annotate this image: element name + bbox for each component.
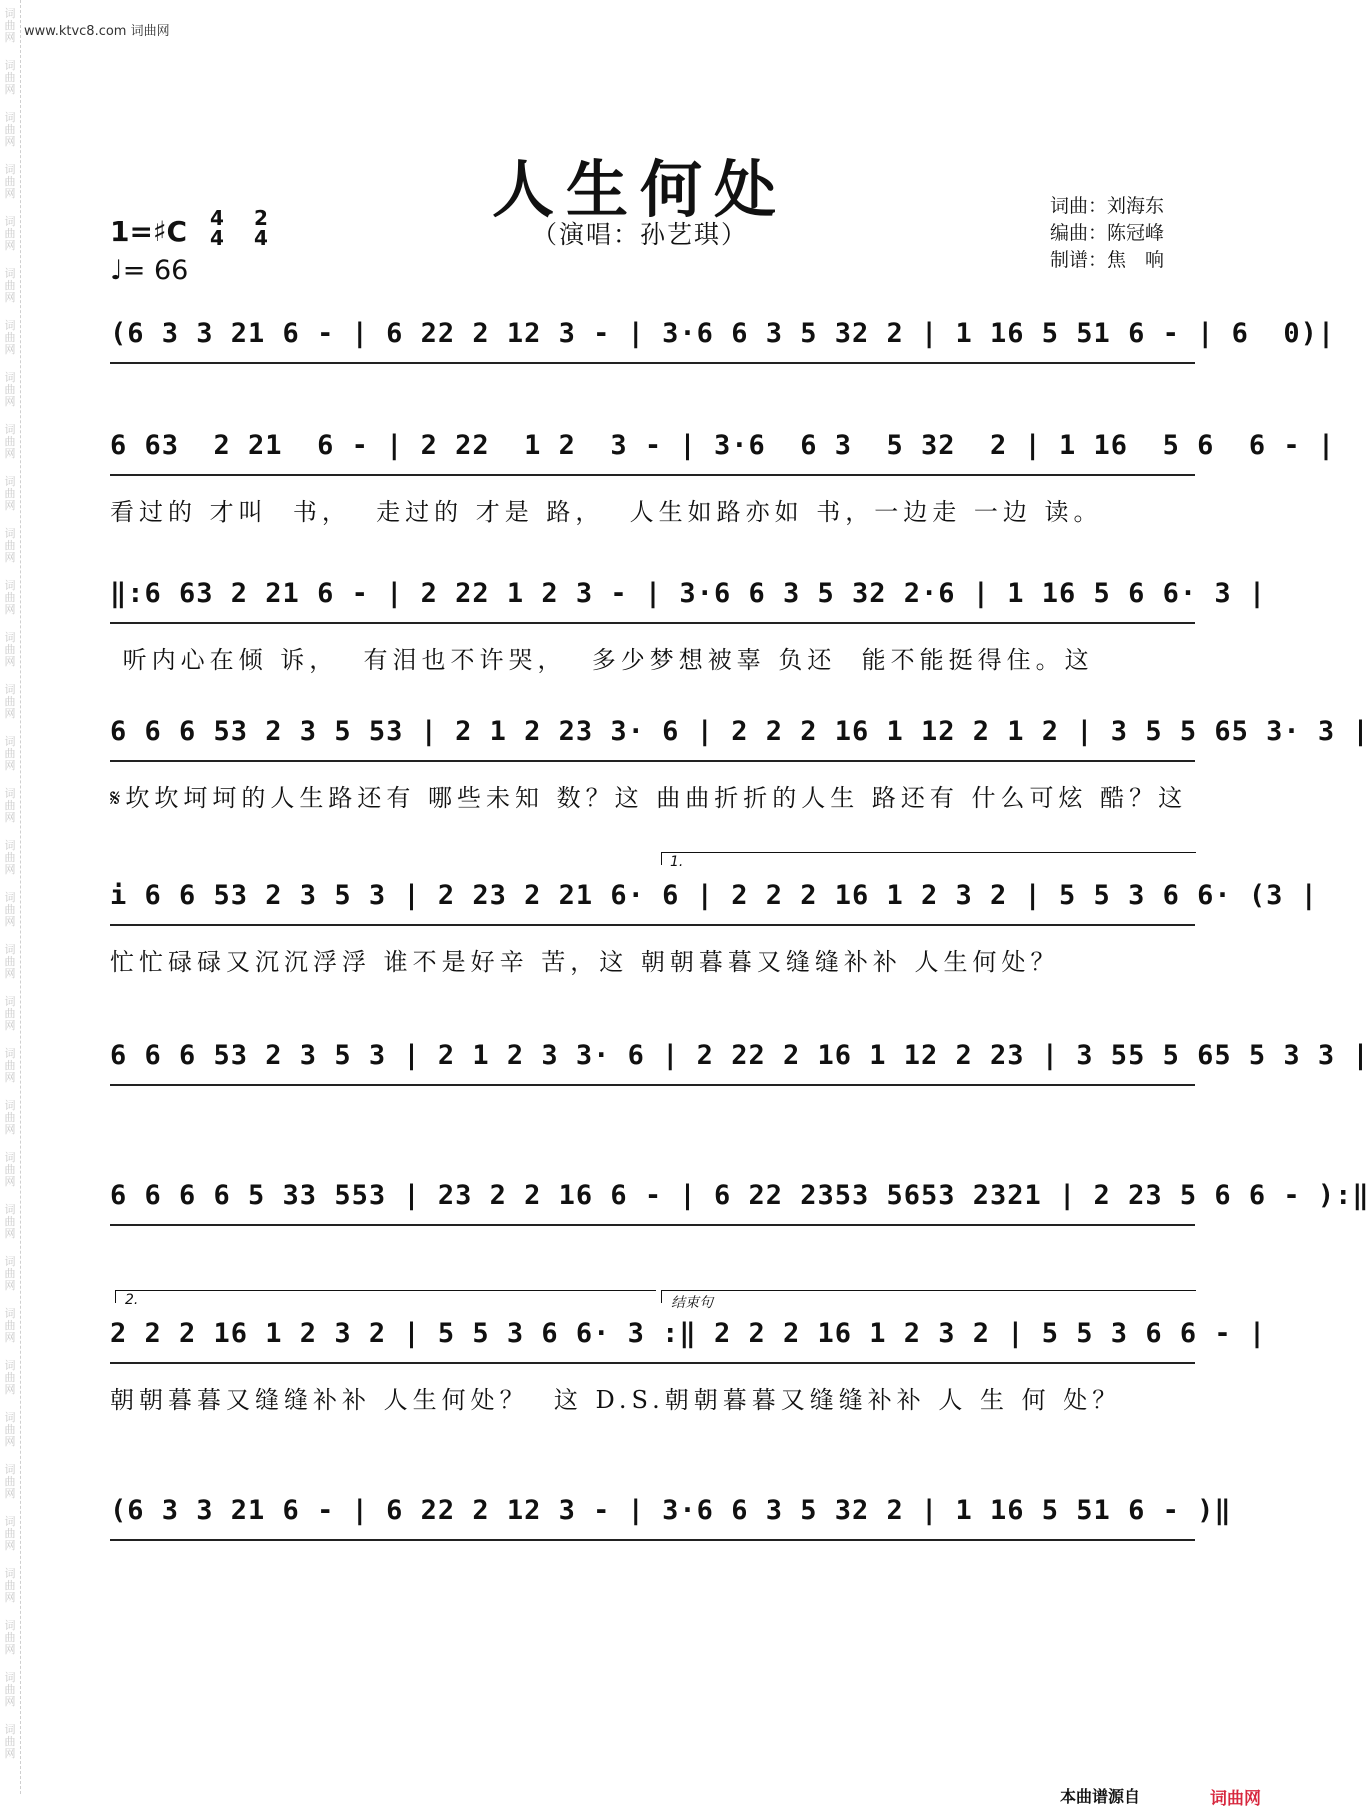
volta-label-1: 1. [670,854,684,870]
score-row [95,430,1336,560]
watermark-text: 词曲网 [4,423,16,460]
score-row [95,1040,1370,1170]
lyrics-line: 朝朝暮暮又缝缝补补 人生何处？ 这 D.S.朝朝暮暮又缝缝补补 人 生 何 处？ [110,1386,1122,1414]
watermark-text: 词曲网 [4,683,16,720]
time-signature-4-4 [210,208,224,248]
time-sig-top: 4 [210,206,224,230]
watermark-text: 词曲网 [4,1671,16,1708]
notation-line: ‖:6 63 2 21 6 - | 2 22 1 2 3 - | 3·6 6 3 5 32 2·6 | 1 16 5 6 6· 3 | [110,578,1195,624]
volta-label-2: 2. [125,1292,139,1308]
key-signature: 1=♯C [110,215,188,248]
watermark-text: 词曲网 [4,371,16,408]
notation-line: 6 6 6 53 2 3 5 3 | 2 1 2 3 3· 6 | 2 22 2 16 1 12 2 23 | 3 55 5 65 5 3 3 | [110,1040,1195,1086]
notation-line: 6 6 6 53 2 3 5 53 | 2 1 2 23 3· 6 | 2 2 2 16 1 12 2 1 2 | 3 5 5 65 3· 3 | [110,716,1195,762]
watermark-text: 词曲网 [4,1047,16,1084]
notation-line: i 6 6 53 2 3 5 3 | 2 23 2 21 6· 6 | 2 2 2 16 1 2 3 2 | 5 5 3 6 6· (3 | [110,880,1195,926]
watermark-text: 词曲网 [4,631,16,668]
watermark-text: 词曲网 [4,995,16,1032]
score-row [95,716,1370,846]
watermark-text: 词曲网 [4,1567,16,1604]
lyrics-line: 看过的 才叫 书， 走过的 才是 路， 人生如路亦如 书，一边走 一边 读。 [110,498,1103,526]
notation-line: 2 2 2 16 1 2 3 2 | 5 5 3 6 6· 3 :‖ 2 2 2 16 1 2 3 2 | 5 5 3 6 6 - | [110,1318,1195,1364]
time-sig-top: 2 [254,206,268,230]
watermark-text: 词曲网 [4,215,16,252]
watermark-text: 词曲网 [4,943,16,980]
notation-line: 6 63 2 21 6 - | 2 22 1 2 3 - | 3·6 6 3 5 32 2 | 1 16 5 6 6 - | [110,430,1195,476]
watermark-text: 词曲网 [4,111,16,148]
time-sig-bottom: 4 [254,226,268,250]
watermark-text: 词曲网 [4,7,16,44]
watermark-text: 词曲网 [4,475,16,512]
watermark-text: 词曲网 [4,787,16,824]
watermark-text: 词曲网 [4,1151,16,1188]
source-logo[interactable]: 词曲网 [1210,1789,1261,1809]
score-row [95,578,1267,708]
watermark-text: 词曲网 [4,1411,16,1448]
watermark-text: 词曲网 [4,267,16,304]
credit-transcriber: 制谱：焦 响 [1050,249,1165,271]
watermark-text: 词曲网 [4,891,16,928]
watermark-text: 词曲网 [4,319,16,356]
watermark-text: 词曲网 [4,1463,16,1500]
site-url[interactable]: www.ktvc8.com 词曲网 [24,24,170,39]
watermark-text: 词曲网 [4,1515,16,1552]
side-watermark [0,0,21,1794]
watermark-text: 词曲网 [4,527,16,564]
watermark-text: 词曲网 [4,1359,16,1396]
watermark-text: 词曲网 [4,163,16,200]
notation-line: 6 6 6 6 5 33 553 | 23 2 2 16 6 - | 6 22 2353 5653 2321 | 2 23 5 6 6 - ):‖ [110,1180,1195,1226]
watermark-text: 词曲网 [4,59,16,96]
watermark-text: 词曲网 [4,1723,16,1760]
time-sig-bottom: 4 [210,226,224,250]
score-row [95,854,1318,1010]
volta-bracket-1 [661,852,1196,865]
watermark-text: 词曲网 [4,1255,16,1292]
watermark-text: 词曲网 [4,579,16,616]
ending-bracket [661,1290,1196,1303]
watermark-text: 词曲网 [4,735,16,772]
tempo-marking: ♩= 66 [110,255,189,286]
lyrics-line: 听内心在倾 诉， 有泪也不许哭， 多少梦想被辜 负还 能不能挺得住。这 [110,646,1094,674]
watermark-text: 词曲网 [4,1307,16,1344]
watermark-text: 词曲网 [4,839,16,876]
watermark-text: 词曲网 [4,1099,16,1136]
watermark-text: 词曲网 [4,1203,16,1240]
time-signature-2-4 [254,208,268,248]
notation-line: (6 3 3 21 6 - | 6 22 2 12 3 - | 3·6 6 3 5 32 2 | 1 16 5 51 6 - | 6 0)| [110,318,1195,364]
watermark-text: 词曲网 [4,1619,16,1656]
score-row [95,1292,1267,1448]
source-text: 本曲谱源自 [1060,1787,1141,1806]
credits-block [1050,193,1260,274]
notation-line: (6 3 3 21 6 - | 6 22 2 12 3 - | 3·6 6 3 5 32 2 | 1 16 5 51 6 - )‖ [110,1495,1195,1541]
credit-arranger: 编曲：陈冠峰 [1050,222,1165,244]
lyrics-line: 𝄋坎坎坷坷的人生路还有 哪些未知 数？这 曲曲折折的人生 路还有 什么可炫 酷？这 [110,784,1188,812]
ending-label: 结束句 [671,1295,713,1311]
volta-bracket-2 [115,1290,656,1303]
score-row [95,318,1336,448]
score-row [95,1495,1232,1625]
singer-subtitle: （演唱：孙艺琪） [531,220,748,249]
song-title: 人生何处 [491,153,788,226]
credit-lyrics-music: 词曲：刘海东 [1050,195,1165,217]
lyrics-line: 忙忙碌碌又沉沉浮浮 谁不是好辛 苦，这 朝朝暮暮又缝缝补补 人生何处？ [110,948,1060,976]
